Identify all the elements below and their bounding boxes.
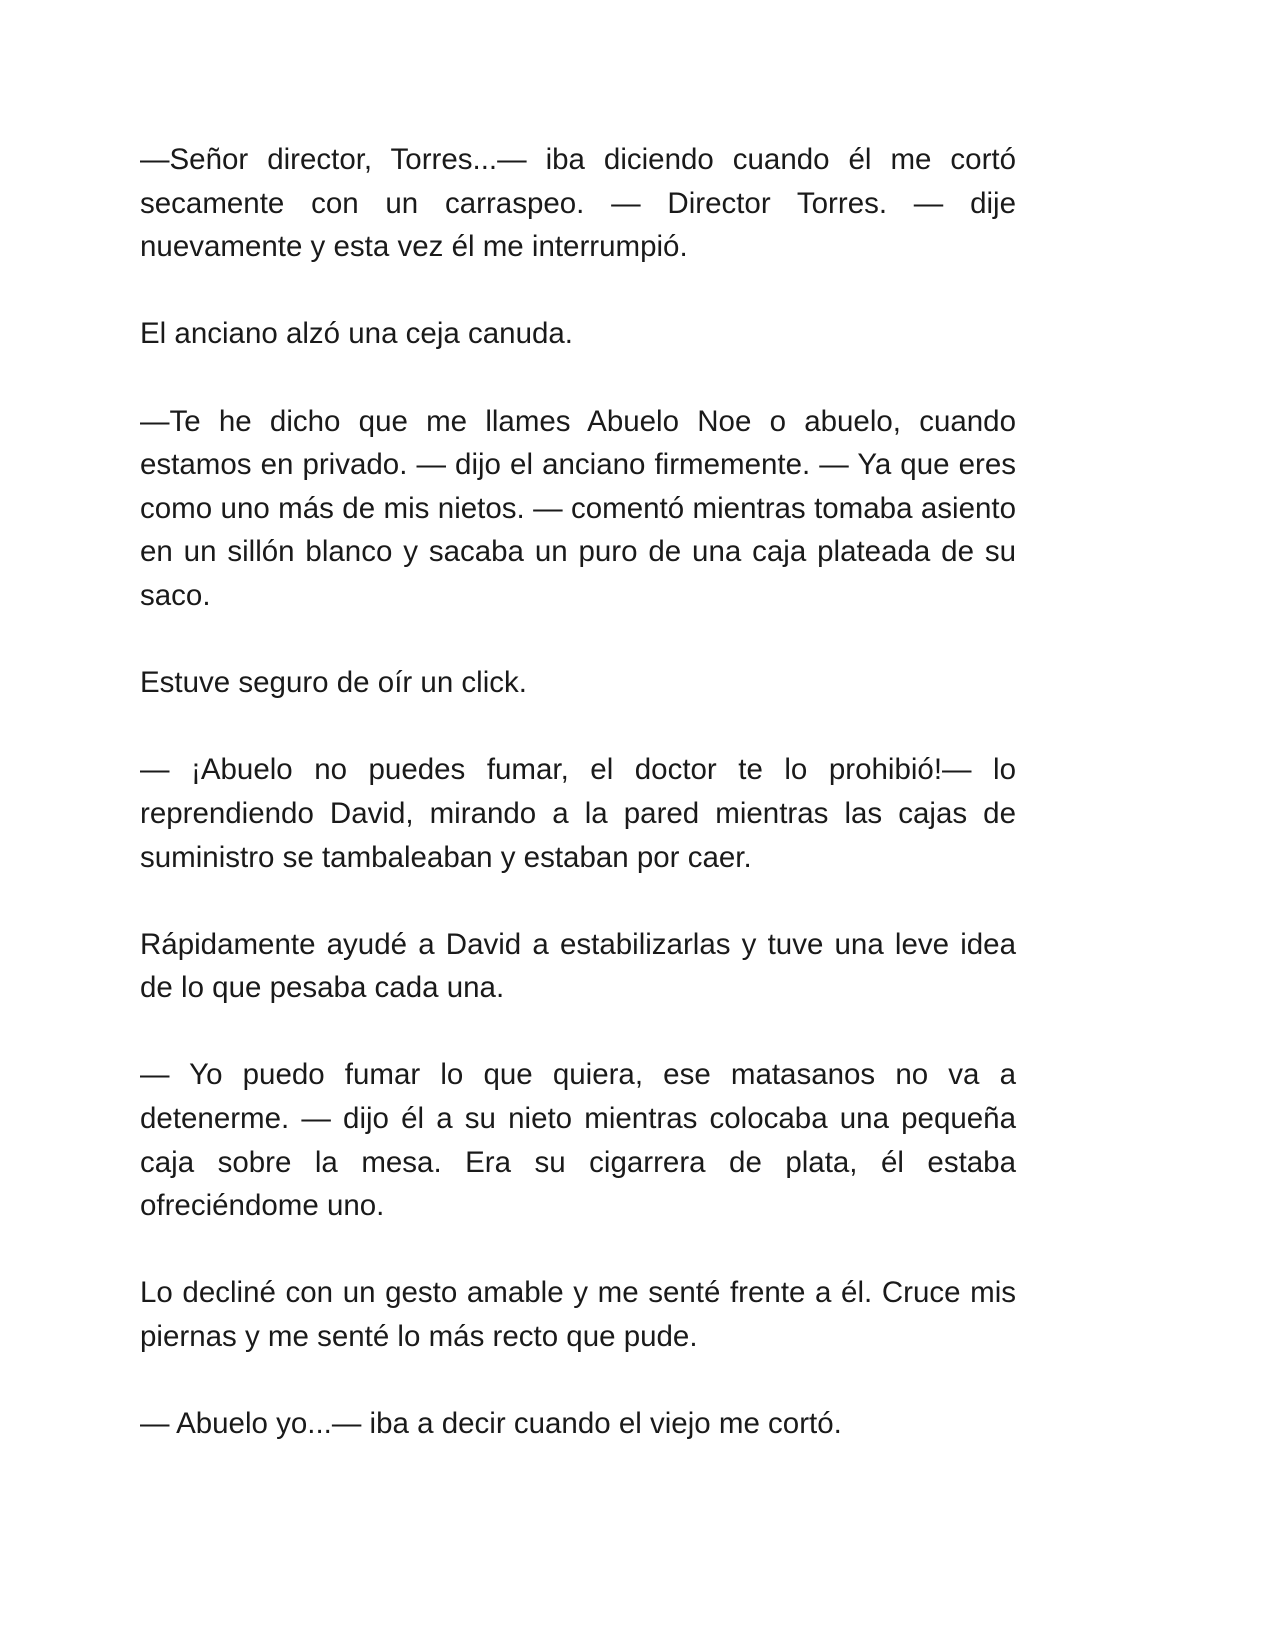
paragraph: —Señor director, Torres...— iba diciendo cuando él me cortó secamente con un carraspeo. — Director Torres. — dije nuevamente y esta vez él me interrumpió. (140, 143, 1016, 264)
document-body (140, 138, 1016, 1446)
paragraph: — Yo puedo fumar lo que quiera, ese matasanos no va a detenerme. — dijo él a su nieto mientras colocaba una pequeña caja sobre la mesa. Era su cigarrera de plata, él estaba ofreciéndome uno. (140, 1058, 1016, 1223)
paragraph: — ¡Abuelo no puedes fumar, el doctor te lo prohibió!— lo reprendiendo David, mirando a la pared mientras las cajas de suministro se tambaleaban y estaban por caer. (140, 753, 1016, 874)
paragraph: — Abuelo yo...— iba a decir cuando el viejo me cortó. (140, 1407, 842, 1441)
paragraph: —Te he dicho que me llames Abuelo Noe o abuelo, cuando estamos en privado. — dijo el anciano firmemente. — Ya que eres como uno más de mis nietos. — comentó mientras tomaba asiento en un sillón blanco y sacaba un puro de una caja plateada de su saco. (140, 404, 1016, 612)
paragraph: Rápidamente ayudé a David a estabilizarlas y tuve una leve idea de lo que pesaba cada una. (140, 927, 1016, 1005)
paragraph: Estuve seguro de oír un click. (140, 666, 527, 700)
paragraph: El anciano alzó una ceja canuda. (140, 317, 573, 351)
paragraph: Lo decliné con un gesto amable y me senté frente a él. Cruce mis piernas y me senté lo más recto que pude. (140, 1276, 1016, 1354)
